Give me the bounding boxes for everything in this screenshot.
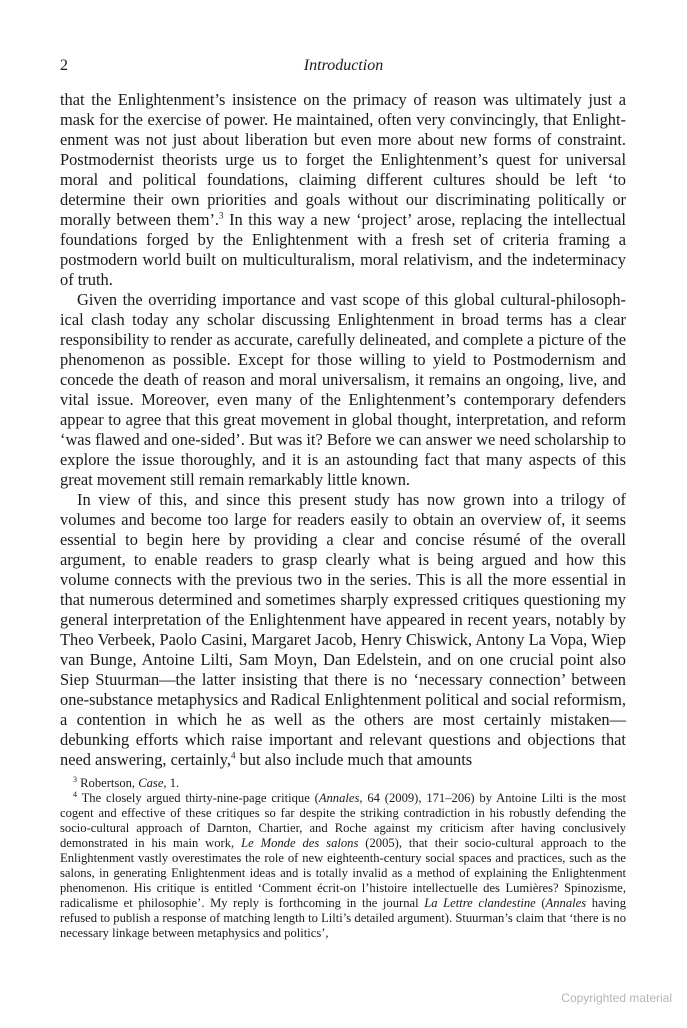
body-text bbox=[60, 90, 626, 770]
chapter-title: Introduction bbox=[303, 57, 384, 74]
footnote-number: 4 bbox=[73, 789, 77, 799]
footnote-ref-4: 4 bbox=[230, 750, 236, 761]
footnotes bbox=[60, 776, 626, 941]
paragraph-3 bbox=[60, 490, 626, 770]
paragraph-1-text-cont: In this way a new ‘project’ arose, replacing the intellectual foundations forged by the Enlightenment with a fresh set of criteria framing a postmodern world built on multiculturalism, moral relativism, and the indeterminacy of truth. bbox=[60, 210, 626, 289]
footnote-3 bbox=[60, 776, 626, 791]
footnote-text: , 64 (2009), 171–206) by Antoine Lilti is the most cogent and effective of these critiques so far despite the striking contradiction in his robustly defending the socio-cultural approach of Darnton, Chartier, and Roche against my criticism after having conclusively demonstrated in his main work, bbox=[60, 791, 626, 850]
paragraph-2: Given the overriding importance and vast scope of this global cultural-philosophical clash today any scholar discussing Enlightenment in broad terms has a clear responsibility to render as accurate, carefully delineated, and complete a picture of the phenomenon as possible. Except for those willing to yield to Postmodernism and concede the death of reason and moral universalism, it remains an ongoing, live, and vital issue. Moreover, even many of the Enlightenment’s contemporary defenders appear to agree that this great movement in global thought, interpretation, and reform ‘was flawed and one-sided’. But was it? Before we can answer we need scholarship to explore the issue thoroughly, and it is an astounding fact that many aspects of this great movement still remain remarkably little known. bbox=[60, 290, 626, 489]
footnote-4 bbox=[60, 791, 626, 941]
paragraph-3-text-cont: but also include much that amounts bbox=[235, 750, 473, 769]
footnote-title: Annales bbox=[318, 791, 360, 805]
running-head bbox=[0, 57, 687, 77]
footnote-text: ( bbox=[535, 896, 546, 910]
paragraph-1-text: that the Enlightenment’s insistence on the primacy of reason was ultimately just a mask for the exercise of power. He maintained, often very convincingly, that Enlightenment was not just about liberation but even more about new forms of constraint. Postmodernist theorists urge us to forget the Enlightenment’s quest for universal moral and political foundations, claiming different cultures should be left ‘to determine their own priorities and goals without our discriminating politically or morally between them’. bbox=[60, 90, 626, 229]
footnote-title: Le Monde des salons bbox=[241, 836, 359, 850]
footnote-text: Robertson, bbox=[77, 776, 139, 790]
paragraph-1 bbox=[60, 90, 626, 290]
footnote-text: , 1. bbox=[163, 776, 180, 790]
footnote-title: Case bbox=[138, 776, 164, 790]
paragraph-3-text: In view of this, and since this present study has now grown into a trilogy of volumes and become too large for readers easily to obtain an overview of, it seems essential to begin here by providing a clear and concise résumé of the overall argument, to enable readers to grasp clearly what is being argued and how this volume connects with the previous two in the series. This is all the more essential in that numerous determined and sometimes sharply expressed critiques questioning my general interpretation of the Enlightenment have appeared in recent years, notably by Theo Verbeek, Paolo Casini, Margaret Jacob, Henry Chiswick, Antony La Vopa, Wiep van Bunge, Antoine Lilti, Sam Moyn, Dan Edelstein, and on one crucial point also Siep Stuurman—the latter insisting that there is no ‘necessary connection’ between one-substance metaphysics and Radical Enlightenment political and social reformism, a contention in which he as well as the others are most certainly mistaken—debunking efforts which raise important and relevant questions and objections that need answering, certainly, bbox=[60, 490, 626, 769]
footnote-title: La Lettre clandestine bbox=[424, 896, 536, 910]
page-number: 2 bbox=[60, 57, 68, 74]
footnote-ref-3: 3 bbox=[219, 210, 224, 221]
footnote-title: Annales bbox=[545, 896, 587, 910]
footnote-text: (2005), that their socio-cultural approach to the Enlightenment vastly overestimates the role of new eighteenth-century social spaces and practices, such as the salons, in generating Enlightenment ideas and is totally invalid as a method of explaining the Enlightenment phenomenon. His critique is entitled ‘Comment écrit-on l’histoire intellectuelle des Lumières? Spinozisme, radicalisme et philosophie’. My reply is forthcoming in the journal bbox=[60, 836, 626, 910]
footnote-text: The closely argued thirty-nine-page critique ( bbox=[77, 791, 319, 805]
footnote-text: having refused to publish a response of matching length to Lilti’s detailed argument). Stuurman’s claim that ‘there is no necessary linkage between metaphysics and politics’, bbox=[60, 896, 626, 940]
footnote-number: 3 bbox=[73, 774, 77, 784]
copyright-watermark: Copyrighted material bbox=[561, 991, 672, 1005]
